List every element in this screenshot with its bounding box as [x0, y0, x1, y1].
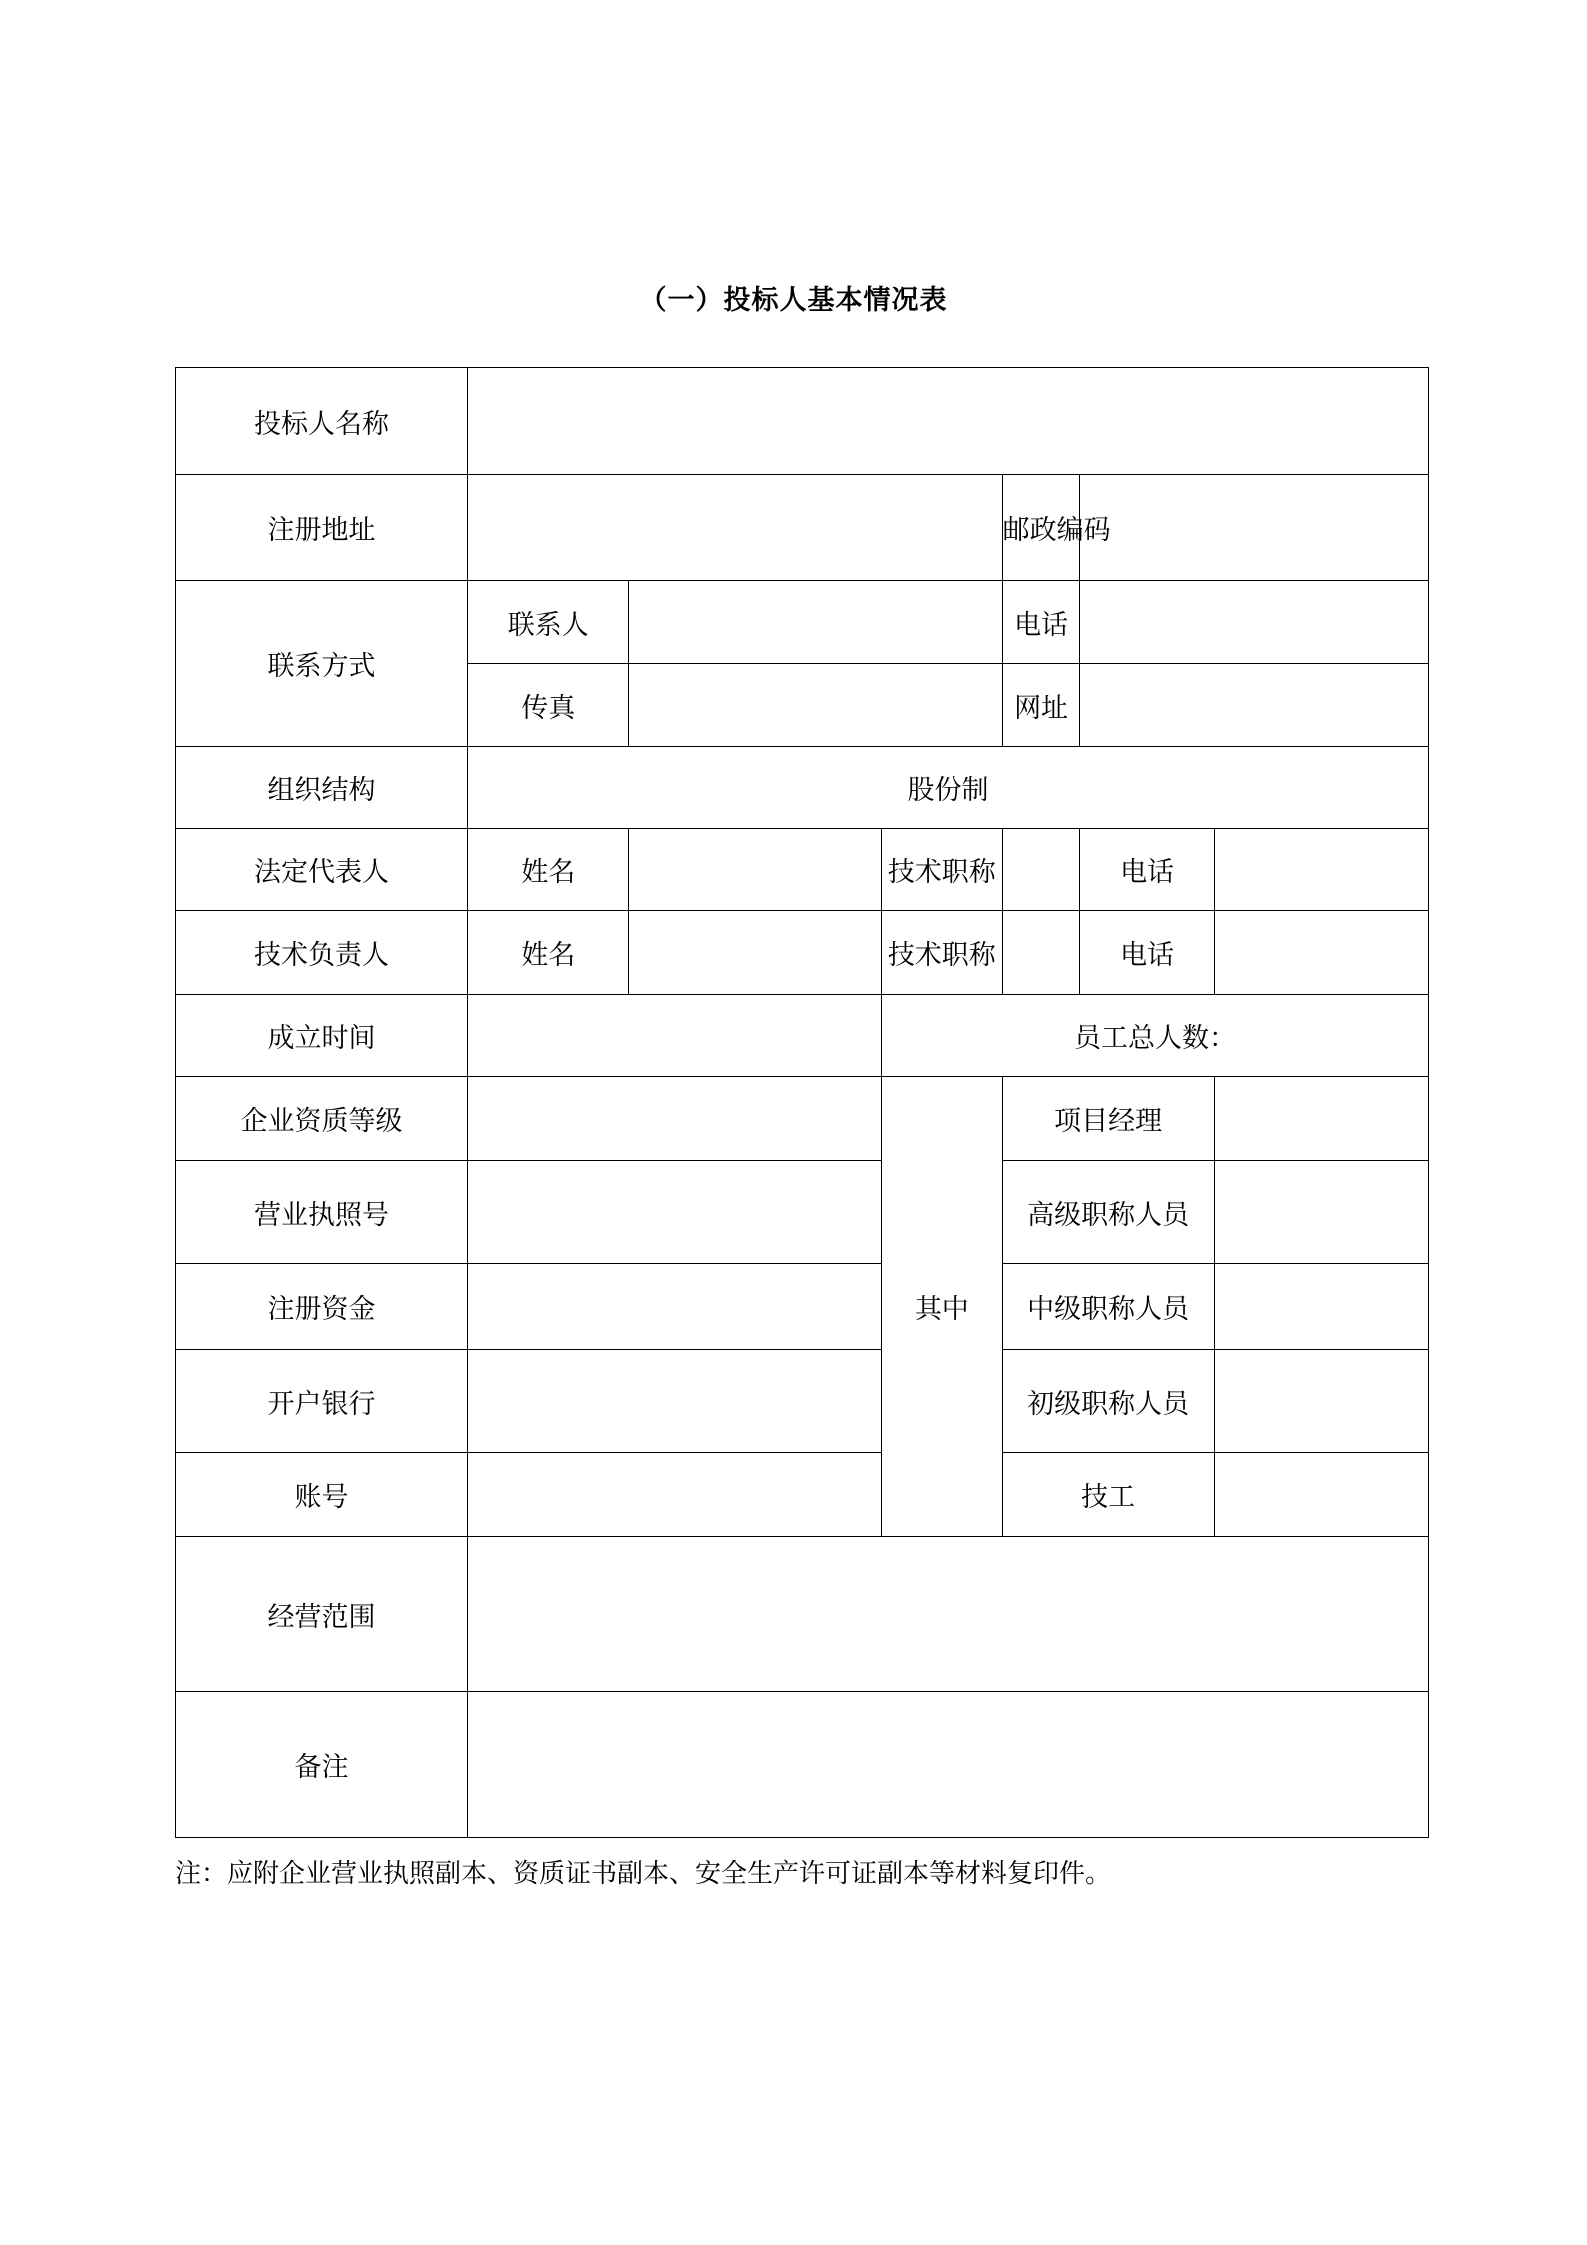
bank-label: 开户银行 — [176, 1350, 468, 1453]
contact-label: 联系方式 — [176, 581, 468, 747]
junior-staff-field[interactable] — [1214, 1350, 1428, 1453]
established-field[interactable] — [468, 995, 882, 1077]
fax-field[interactable] — [629, 664, 1002, 747]
contact-person-field[interactable] — [629, 581, 1002, 664]
senior-staff-field[interactable] — [1214, 1161, 1428, 1264]
contact-phone-field[interactable] — [1080, 581, 1429, 664]
org-structure-label: 组织结构 — [176, 747, 468, 829]
tech-lead-title-label: 技术职称 — [881, 911, 1002, 995]
mid-staff-label: 中级职称人员 — [1002, 1264, 1214, 1350]
account-label: 账号 — [176, 1453, 468, 1537]
project-manager-label: 项目经理 — [1002, 1077, 1214, 1161]
staff-total-label: 员工总人数： — [881, 995, 1428, 1077]
junior-staff-label: 初级职称人员 — [1002, 1350, 1214, 1453]
page-title: （一）投标人基本情况表 — [639, 285, 948, 316]
fax-label: 传真 — [468, 664, 629, 747]
established-label: 成立时间 — [176, 995, 468, 1077]
tech-lead-phone-field[interactable] — [1214, 911, 1428, 995]
legal-rep-name-field[interactable] — [629, 829, 882, 911]
bidder-name-field[interactable] — [468, 368, 1429, 475]
tech-lead-name-field[interactable] — [629, 911, 882, 995]
bidder-name-label: 投标人名称 — [176, 368, 468, 475]
reg-address-label: 注册地址 — [176, 475, 468, 581]
tech-lead-title-field[interactable] — [1002, 911, 1080, 995]
legal-rep-phone-field[interactable] — [1214, 829, 1428, 911]
technician-label: 技工 — [1002, 1453, 1214, 1537]
legal-rep-phone-label: 电话 — [1080, 829, 1214, 911]
legal-rep-name-label: 姓名 — [468, 829, 629, 911]
tech-lead-name-label: 姓名 — [468, 911, 629, 995]
project-manager-field[interactable] — [1214, 1077, 1428, 1161]
website-field[interactable] — [1080, 664, 1429, 747]
legal-rep-title-field[interactable] — [1002, 829, 1080, 911]
scope-field[interactable] — [468, 1537, 1429, 1692]
qualification-label: 企业资质等级 — [176, 1077, 468, 1161]
reg-address-field[interactable] — [468, 475, 1003, 581]
tech-lead-phone-label: 电话 — [1080, 911, 1214, 995]
license-field[interactable] — [468, 1161, 882, 1264]
capital-field[interactable] — [468, 1264, 882, 1350]
account-field[interactable] — [468, 1453, 882, 1537]
scope-label: 经营范围 — [176, 1537, 468, 1692]
org-structure-value: 股份制 — [468, 747, 1429, 829]
remarks-label: 备注 — [176, 1692, 468, 1838]
mid-staff-field[interactable] — [1214, 1264, 1428, 1350]
contact-person-label: 联系人 — [468, 581, 629, 664]
contact-phone-label: 电话 — [1002, 581, 1080, 664]
among-label: 其中 — [881, 1077, 1002, 1537]
senior-staff-label: 高级职称人员 — [1002, 1161, 1214, 1264]
legal-rep-title-label: 技术职称 — [881, 829, 1002, 911]
website-label: 网址 — [1002, 664, 1080, 747]
tech-lead-label: 技术负责人 — [176, 911, 468, 995]
qualification-field[interactable] — [468, 1077, 882, 1161]
postal-code-label: 邮政编码 — [1002, 475, 1080, 581]
technician-field[interactable] — [1214, 1453, 1428, 1537]
bidder-info-table — [175, 367, 1429, 1838]
capital-label: 注册资金 — [176, 1264, 468, 1350]
legal-rep-label: 法定代表人 — [176, 829, 468, 911]
license-label: 营业执照号 — [176, 1161, 468, 1264]
postal-code-field[interactable] — [1080, 475, 1429, 581]
bank-field[interactable] — [468, 1350, 882, 1453]
remarks-field[interactable] — [468, 1692, 1429, 1838]
footnote: 注：应附企业营业执照副本、资质证书副本、安全生产许可证副本等材料复印件。 — [175, 1859, 1112, 1889]
